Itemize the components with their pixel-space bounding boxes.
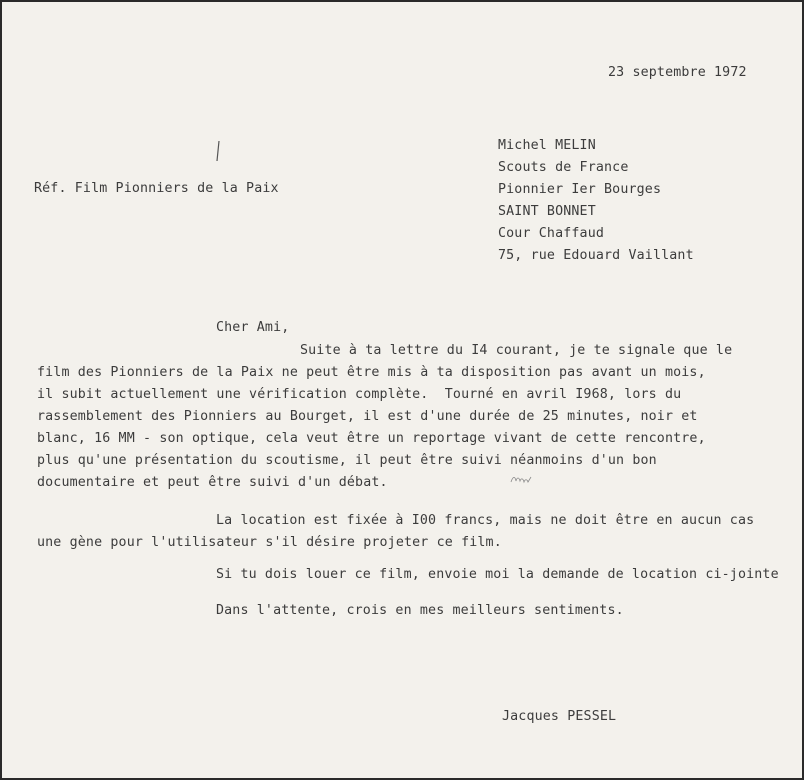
address-line: Pionnier Ier Bourges: [498, 182, 662, 197]
address-line: 75, rue Edouard Vaillant: [498, 248, 694, 263]
body-line: rassemblement des Pionniers au Bourget, il est d'une durée de 25 minutes, noir et: [37, 409, 698, 424]
signature: Jacques PESSEL: [502, 709, 617, 724]
address-line: Scouts de France: [498, 160, 629, 175]
pen-mark-icon: [216, 141, 220, 161]
body-line: Suite à ta lettre du I4 courant, je te signale que le: [300, 343, 733, 358]
body-line: Si tu dois louer ce film, envoie moi la demande de location ci-jointe: [216, 567, 779, 582]
body-line: il subit actuellement une vérification complète. Tourné en avril I968, lors du: [37, 387, 682, 402]
closing-line: Dans l'attente, crois en mes meilleurs sentiments.: [216, 603, 624, 618]
reference-line: Réf. Film Pionniers de la Paix: [34, 181, 279, 196]
greeting: Cher Ami,: [216, 320, 290, 335]
address-line: Michel MELIN: [498, 138, 596, 153]
address-line: Cour Chaffaud: [498, 226, 605, 241]
body-line: documentaire et peut être suivi d'un débat.: [37, 475, 388, 490]
handwritten-annotation-icon: [510, 474, 532, 484]
body-line: blanc, 16 MM - son optique, cela veut être un reportage vivant de cette rencontre,: [37, 431, 706, 446]
body-line: une gène pour l'utilisateur s'il désire projeter ce film.: [37, 535, 502, 550]
address-line: SAINT BONNET: [498, 204, 596, 219]
body-line: plus qu'une présentation du scoutisme, il peut être suivi néanmoins d'un bon: [37, 453, 657, 468]
body-line: La location est fixée à I00 francs, mais ne doit être en aucun cas: [216, 513, 755, 528]
letter-date: 23 septembre 1972: [608, 65, 747, 80]
body-line: film des Pionniers de la Paix ne peut être mis à ta disposition pas avant un mois,: [37, 365, 706, 380]
